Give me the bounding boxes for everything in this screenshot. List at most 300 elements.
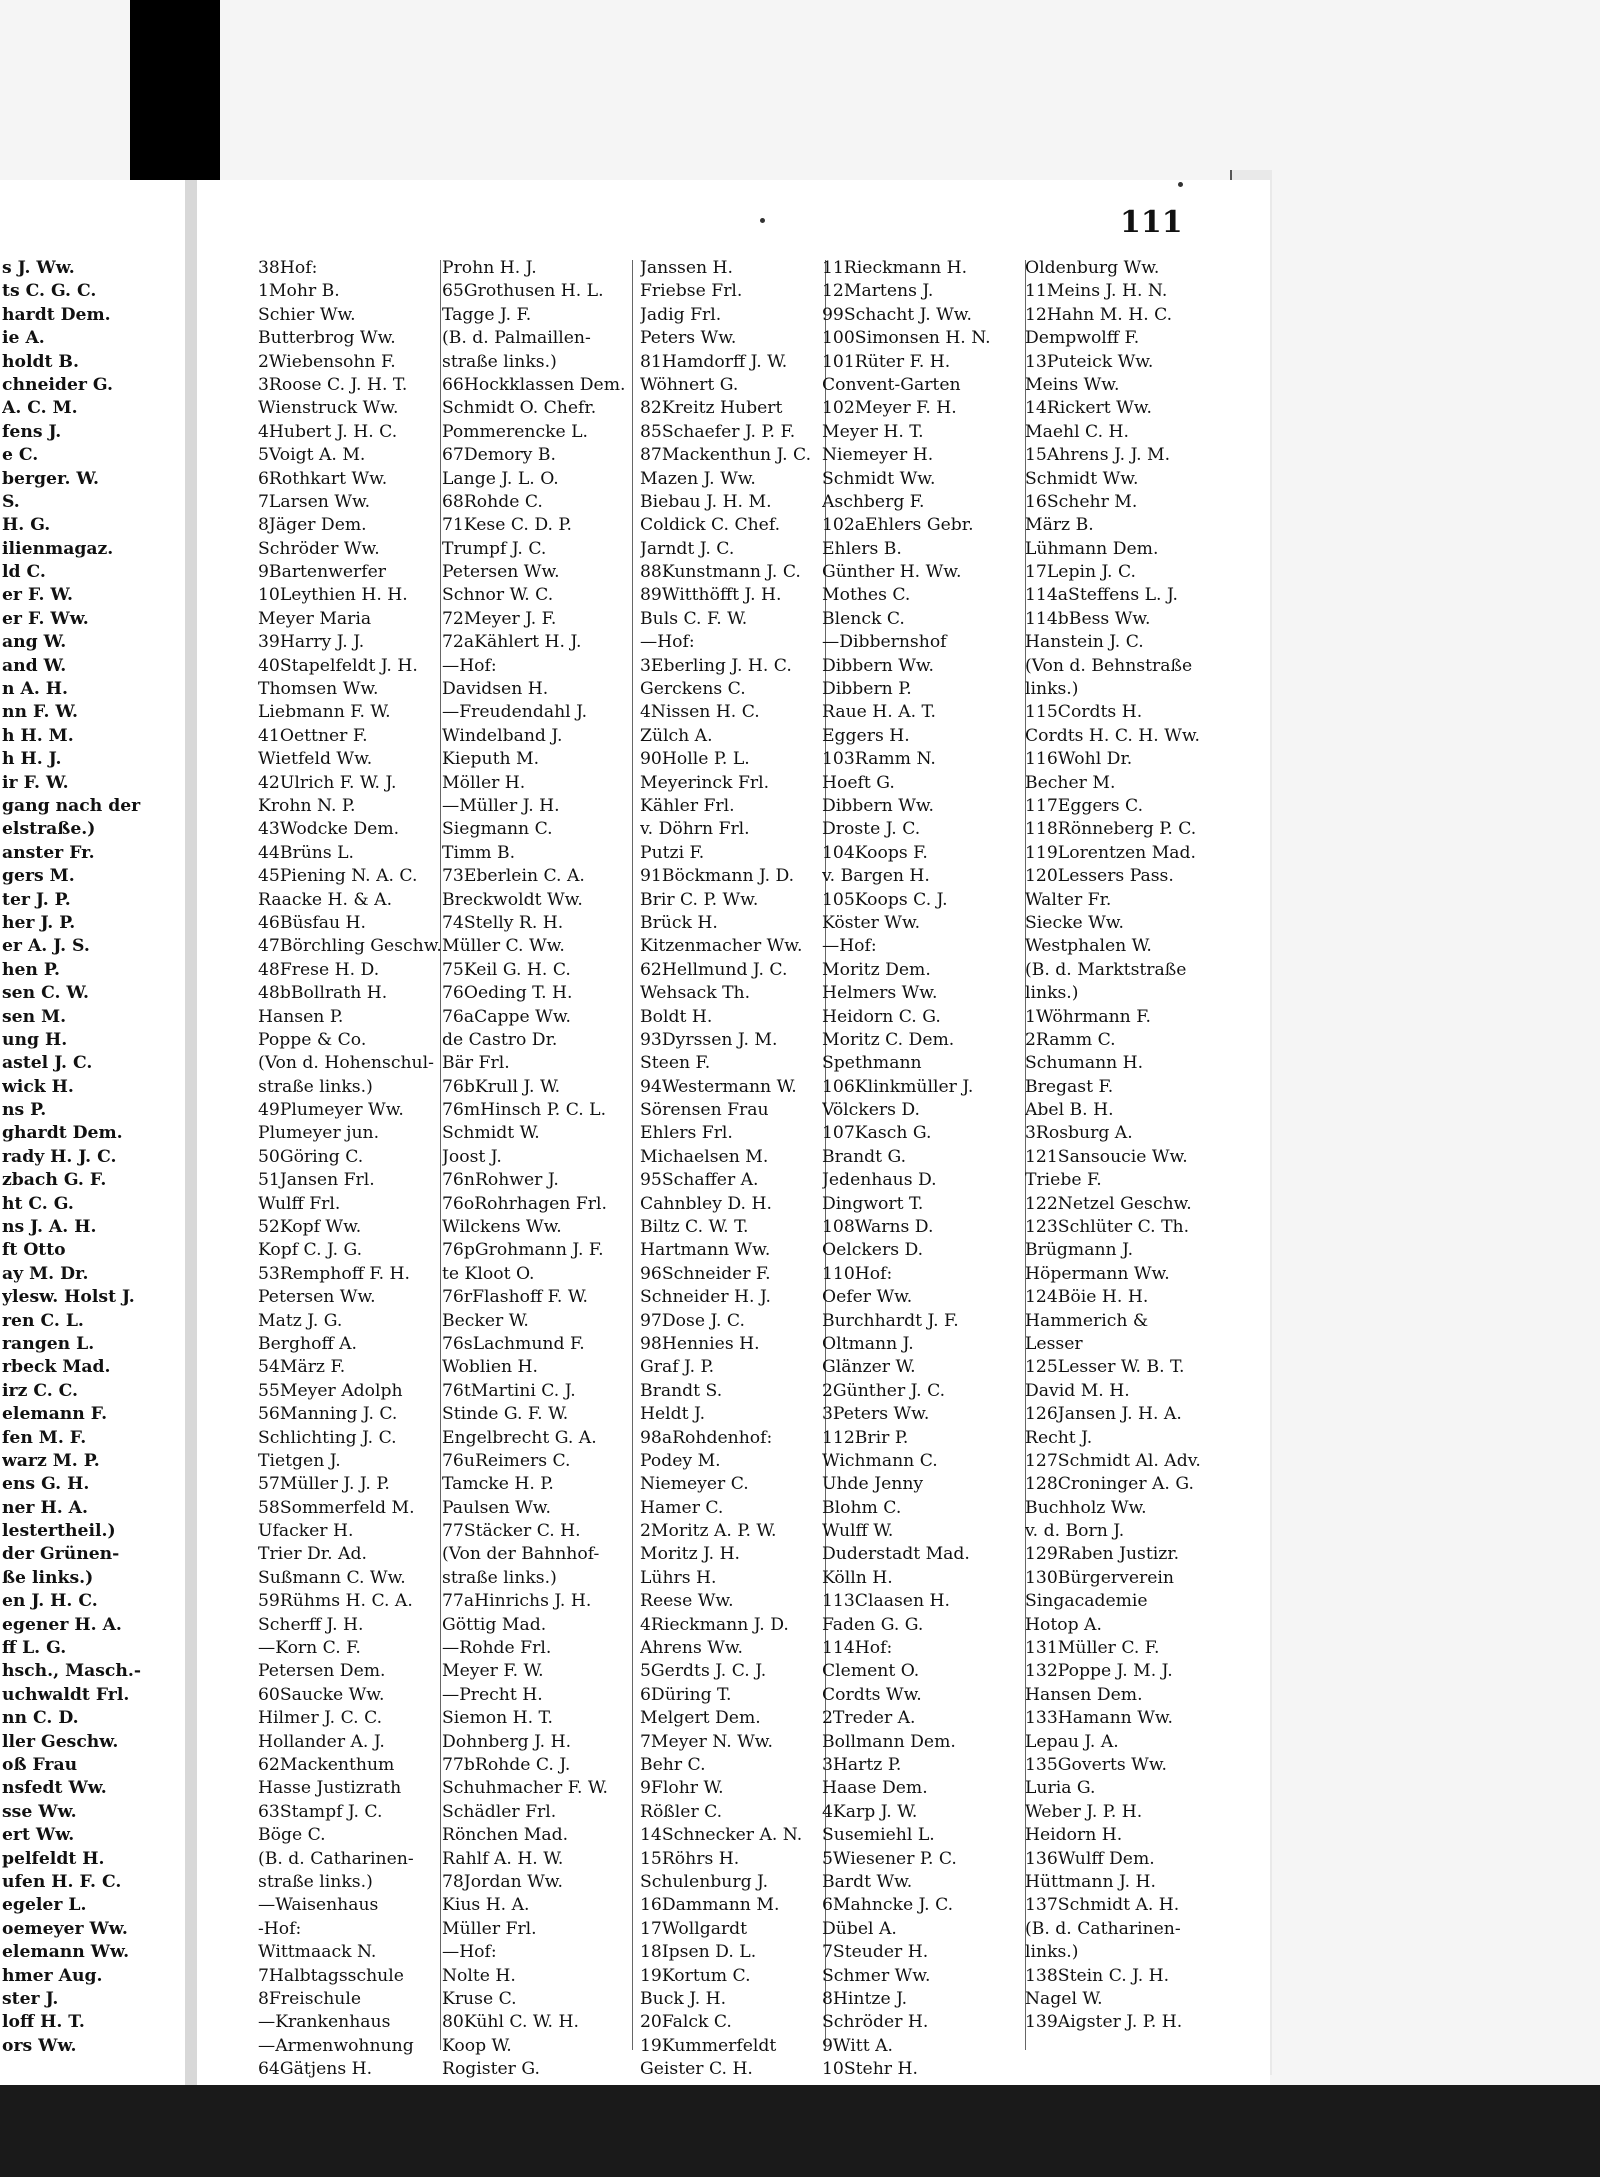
directory-entry: —Dibbernshof xyxy=(822,632,947,653)
directory-entry: Schmer Ww. xyxy=(822,1965,931,1986)
directory-entry: 3Hartz P. xyxy=(822,1755,902,1775)
directory-entry: zbach G. F. xyxy=(2,1170,107,1191)
directory-entry: Völckers D. xyxy=(822,1100,921,1121)
directory-entry: 131Müller C. F. xyxy=(1025,1638,1160,1659)
directory-entry: Niemeyer C. xyxy=(640,1474,749,1495)
directory-entry: Kähler Frl. xyxy=(640,795,735,816)
directory-entry: Dibbern Ww. xyxy=(822,655,935,676)
column-rule xyxy=(632,260,633,2050)
directory-entry: (B. d. Palmaillen- xyxy=(442,328,591,349)
page-number: 111 xyxy=(1120,205,1183,240)
printer-dot xyxy=(1178,182,1183,187)
bottom-band xyxy=(0,2085,1600,2177)
directory-entry: ns J. A. H. xyxy=(2,1217,97,1238)
directory-entry: 102Meyer F. H. xyxy=(822,398,957,419)
page-gutter xyxy=(185,180,197,2085)
directory-entry: Schröder H. xyxy=(822,2012,929,2033)
directory-entry: 53Remphoff F. H. xyxy=(258,1263,410,1284)
directory-entry: 107Kasch G. xyxy=(822,1123,932,1144)
directory-entry: 78Jordan Ww. xyxy=(442,1871,563,1892)
directory-entry: Burchhardt J. F. xyxy=(822,1310,959,1331)
directory-entry: 3Rosburg A. xyxy=(1025,1123,1133,1144)
directory-entry: 4Hubert J. H. C. xyxy=(258,421,398,442)
directory-entry: 106Klinkmüller J. xyxy=(822,1076,974,1097)
directory-entry: 135Goverts Ww. xyxy=(1025,1755,1167,1775)
directory-entry: v. d. Born J. xyxy=(1025,1521,1125,1542)
directory-entry: Schnor W. C. xyxy=(442,585,554,606)
directory-entry: 54März F. xyxy=(258,1357,346,1378)
directory-entry: 76pGrohmann J. F. xyxy=(442,1240,604,1261)
directory-entry: Krohn N. P. xyxy=(258,795,356,816)
directory-entry: 67Demory B. xyxy=(442,445,556,466)
directory-entry: h H. M. xyxy=(2,725,74,746)
directory-entry: Ahrens Ww. xyxy=(640,1638,744,1659)
directory-entry: rangen L. xyxy=(2,1333,95,1354)
directory-entry: Ehlers B. xyxy=(822,538,902,559)
directory-entry: 49Plumeyer Ww. xyxy=(258,1100,404,1121)
directory-entry: 5Voigt A. M. xyxy=(258,445,366,466)
directory-entry: v. Bargen H. xyxy=(822,866,930,887)
directory-entry: links.) xyxy=(1025,983,1079,1004)
directory-entry: Moritz Dem. xyxy=(822,959,931,980)
directory-entry: Becker W. xyxy=(442,1310,529,1331)
directory-entry: Meyer Maria xyxy=(258,608,372,629)
directory-entry: Plumeyer jun. xyxy=(258,1123,380,1144)
directory-entry: 6Rothkart Ww. xyxy=(258,468,388,489)
directory-entry: H. G. xyxy=(2,515,51,536)
directory-entry: ert Ww. xyxy=(2,1825,75,1846)
directory-entry: Convent-Garten xyxy=(822,374,961,395)
directory-entry: 6Mahncke J. C. xyxy=(822,1895,954,1916)
directory-entry: 43Wodcke Dem. xyxy=(258,819,400,840)
directory-entry: Schuhmacher F. W. xyxy=(442,1778,608,1799)
directory-entry: 112Brir P. xyxy=(822,1427,909,1448)
directory-entry: Blohm C. xyxy=(822,1497,902,1518)
directory-entry: 8Freischule xyxy=(258,1988,361,2009)
directory-entry: 58Sommerfeld M. xyxy=(258,1497,415,1518)
directory-entry: 102aEhlers Gebr. xyxy=(822,515,974,536)
directory-entry: Hotop A. xyxy=(1025,1614,1102,1635)
directory-entry: 133Hamann Ww. xyxy=(1025,1708,1173,1729)
directory-entry: hardt Dem. xyxy=(2,304,111,325)
directory-entry: Uhde Jenny xyxy=(822,1474,924,1495)
directory-entry: ts C. G. C. xyxy=(2,281,97,302)
directory-entry: Cordts Ww. xyxy=(822,1684,922,1705)
directory-entry: Heidorn H. xyxy=(1025,1825,1123,1846)
directory-entry: her J. P. xyxy=(2,912,76,933)
directory-entry: 9Bartenwerfer xyxy=(258,562,387,583)
directory-entry: elemann Ww. xyxy=(2,1942,130,1963)
directory-entry: hmer Aug. xyxy=(2,1965,103,1986)
directory-entry: —Rohde Frl. xyxy=(442,1638,552,1659)
directory-entry: Heidorn C. G. xyxy=(822,1006,941,1027)
directory-entry: Wulff W. xyxy=(822,1521,894,1542)
directory-entry: Koop W. xyxy=(442,2035,512,2056)
directory-entry: 14Schnecker A. N. xyxy=(640,1825,803,1846)
directory-entry: Günther H. Ww. xyxy=(822,562,962,583)
directory-entry: 126Jansen J. H. A. xyxy=(1025,1404,1182,1425)
directory-entry: 115Cordts H. xyxy=(1025,702,1143,723)
directory-entry: 7Meyer N. Ww. xyxy=(640,1731,773,1752)
directory-entry: 14Rickert Ww. xyxy=(1025,398,1152,419)
directory-entry: e C. xyxy=(2,445,39,466)
directory-entry: 39Harry J. J. xyxy=(258,632,365,653)
directory-entry: 76tMartini C. J. xyxy=(442,1380,576,1401)
directory-entry: Bregast F. xyxy=(1025,1076,1114,1097)
directory-entry: Butterbrog Ww. xyxy=(258,328,396,349)
directory-entry: ster J. xyxy=(2,1988,59,2009)
directory-entry: 57Müller J. J. P. xyxy=(258,1474,390,1495)
directory-entry: —Waisenhaus xyxy=(258,1895,379,1916)
directory-entry: 76uReimers C. xyxy=(442,1450,571,1471)
directory-entry: 3Peters Ww. xyxy=(822,1404,930,1425)
directory-entry: Jadig Frl. xyxy=(640,304,722,325)
directory-entry: 76rFlashoff F. W. xyxy=(442,1287,588,1308)
directory-entry: Gerckens C. xyxy=(640,679,746,700)
directory-entry: Janssen H. xyxy=(640,258,734,278)
directory-entry: Dingwort T. xyxy=(822,1193,924,1214)
directory-entry: 96Schneider F. xyxy=(640,1263,771,1284)
directory-entry: Timm B. xyxy=(442,842,516,863)
directory-entry: 16Schehr M. xyxy=(1025,491,1138,512)
directory-entry: Mazen J. Ww. xyxy=(640,468,756,489)
directory-entry: 8Jäger Dem. xyxy=(258,515,367,536)
directory-column-4 xyxy=(822,257,1022,2081)
directory-entry: ner H. A. xyxy=(2,1497,88,1518)
directory-entry: 114bBess Ww. xyxy=(1025,608,1151,629)
directory-entry: Coldick C. Chef. xyxy=(640,515,781,536)
directory-entry: März B. xyxy=(1025,515,1094,536)
directory-entry: Oltmann J. xyxy=(822,1333,914,1354)
directory-entry: Mothes C. xyxy=(822,585,911,606)
directory-entry: 48Frese H. D. xyxy=(258,959,380,980)
directory-entry: 110Hof: xyxy=(822,1263,893,1284)
directory-entry: Duderstadt Mad. xyxy=(822,1544,970,1565)
directory-entry: 42Ulrich F. W. J. xyxy=(258,772,397,793)
directory-entry: 5Gerdts J. C. J. xyxy=(640,1661,767,1682)
directory-entry: Oelckers D. xyxy=(822,1240,924,1261)
directory-entry: Boldt H. xyxy=(640,1006,713,1027)
directory-entry: nsfedt Ww. xyxy=(2,1778,107,1799)
directory-entry: Buck J. H. xyxy=(640,1988,727,2009)
directory-entry: Brück H. xyxy=(640,912,718,933)
directory-entry: ht C. G. xyxy=(2,1193,74,1214)
directory-entry: Brandt S. xyxy=(640,1380,723,1401)
directory-entry: Berghoff A. xyxy=(258,1333,357,1354)
directory-entry: loff H. T. xyxy=(2,2012,85,2033)
directory-entry: Liebmann F. W. xyxy=(258,702,391,723)
directory-entry: ufen H. F. C. xyxy=(2,1871,122,1892)
directory-entry: 15Röhrs H. xyxy=(640,1848,740,1869)
directory-entry: Matz J. G. xyxy=(258,1310,343,1331)
directory-entry: Lepau J. A. xyxy=(1025,1731,1119,1752)
directory-entry: ff L. G. xyxy=(2,1638,67,1659)
directory-entry: ung H. xyxy=(2,1029,68,1050)
directory-entry: Spethmann xyxy=(822,1053,922,1074)
directory-entry: Meyer H. T. xyxy=(822,421,924,442)
directory-entry: 120Lessers Pass. xyxy=(1025,866,1174,887)
directory-entry: ens G. H. xyxy=(2,1474,90,1495)
directory-entry: Heldt J. xyxy=(640,1404,706,1425)
directory-entry: (Von d. Behnstraße xyxy=(1025,655,1193,676)
directory-entry: Cordts H. C. H. Ww. xyxy=(1025,725,1201,746)
directory-entry: chneider G. xyxy=(2,374,113,395)
directory-entry: Kruse C. xyxy=(442,1988,517,2009)
directory-column-1 xyxy=(258,257,463,2081)
directory-entry: Singacademie xyxy=(1025,1591,1148,1612)
directory-entry: nn F. W. xyxy=(2,702,79,723)
directory-entry: 105Koops C. J. xyxy=(822,889,948,910)
directory-entry: 10Stehr H. xyxy=(822,2059,918,2080)
directory-entry: 80Kühl C. W. H. xyxy=(442,2012,579,2033)
directory-entry: Aschberg F. xyxy=(822,491,925,512)
directory-entry: 13Puteick Ww. xyxy=(1025,351,1154,372)
directory-entry: 75Keil G. H. C. xyxy=(442,959,571,980)
directory-entry: Bollmann Dem. xyxy=(822,1731,956,1752)
directory-entry: Prohn H. J. xyxy=(442,258,537,278)
directory-entry: Raacke H. & A. xyxy=(258,889,393,910)
directory-entry: Rönchen Mad. xyxy=(442,1825,569,1846)
directory-entry: Meyerinck Frl. xyxy=(640,772,770,793)
directory-entry: 63Stampf J. C. xyxy=(258,1801,383,1822)
directory-entry: 10Leythien H. H. xyxy=(258,585,408,606)
directory-entry: 64Gätjens H. xyxy=(258,2059,373,2080)
directory-entry: astel J. C. xyxy=(2,1053,93,1074)
directory-entry: Wöhnert G. xyxy=(640,374,739,395)
directory-entry: 76oRohrhagen Frl. xyxy=(442,1193,607,1214)
directory-entry: 89Witthöfft J. H. xyxy=(640,585,782,606)
directory-entry: Sörensen Frau xyxy=(640,1100,769,1121)
directory-entry: 114aSteffens L. J. xyxy=(1025,585,1178,606)
directory-entry: Siecke Ww. xyxy=(1025,912,1124,933)
left-page xyxy=(0,180,188,2085)
directory-entry: 59Rühms H. C. A. xyxy=(258,1591,413,1612)
directory-entry: er F. W. xyxy=(2,585,74,606)
directory-entry: elemann F. xyxy=(2,1404,108,1425)
directory-entry: Schmidt W. xyxy=(442,1123,540,1144)
directory-entry: rbeck Mad. xyxy=(2,1357,111,1378)
directory-entry: Hanstein J. C. xyxy=(1025,632,1144,653)
directory-entry: 116Wohl Dr. xyxy=(1025,749,1133,770)
directory-entry: Raue H. A. T. xyxy=(822,702,936,723)
directory-entry: straße links.) xyxy=(258,1076,373,1097)
directory-entry: Moritz C. Dem. xyxy=(822,1029,955,1050)
directory-entry: ße links.) xyxy=(2,1567,94,1588)
directory-entry: 47Börchling Geschw. xyxy=(258,936,442,957)
directory-entry: Cahnbley D. H. xyxy=(640,1193,772,1214)
directory-entry: gang nach der xyxy=(2,795,141,816)
directory-entry: Haase Dem. xyxy=(822,1778,928,1799)
directory-entry: te Kloot O. xyxy=(442,1263,535,1284)
directory-entry: 139Aigster J. P. H. xyxy=(1025,2012,1183,2033)
directory-entry: oß Frau xyxy=(2,1755,78,1775)
directory-entry: gers M. xyxy=(2,866,75,887)
directory-entry: ang W. xyxy=(2,632,67,653)
directory-entry: Kius H. A. xyxy=(442,1895,530,1916)
directory-entry: 1Wöhrmann F. xyxy=(1025,1006,1151,1027)
directory-entry: 4Rieckmann J. D. xyxy=(640,1614,789,1635)
directory-entry: Oldenburg Ww. xyxy=(1025,258,1160,278)
directory-entry: 138Stein C. J. H. xyxy=(1025,1965,1170,1986)
directory-entry: straße links.) xyxy=(442,351,557,372)
directory-entry: 82Kreitz Hubert xyxy=(640,398,783,419)
directory-entry: 17Wollgardt xyxy=(640,1918,748,1939)
directory-entry: Kölln H. xyxy=(822,1567,893,1588)
directory-entry: 122Netzel Geschw. xyxy=(1025,1193,1192,1214)
directory-entry: (B. d. Marktstraße xyxy=(1025,959,1187,980)
directory-entry: Moritz J. H. xyxy=(640,1544,741,1565)
directory-entry: Müller C. Ww. xyxy=(442,936,565,957)
directory-entry: Schier Ww. xyxy=(258,304,356,325)
directory-entry: nn C. D. xyxy=(2,1708,79,1729)
directory-entry: ors Ww. xyxy=(2,2035,77,2056)
directory-entry: ller Geschw. xyxy=(2,1731,119,1752)
directory-entry: 12Martens J. xyxy=(822,281,934,302)
directory-entry: Schröder Ww. xyxy=(258,538,380,559)
directory-entry: 76mHinsch P. C. L. xyxy=(442,1100,607,1121)
directory-entry: Hamer C. xyxy=(640,1497,724,1518)
directory-entry: 16Dammann M. xyxy=(640,1895,780,1916)
directory-entry: Hasse Justizrath xyxy=(258,1778,402,1799)
directory-entry: 2Treder A. xyxy=(822,1708,916,1729)
directory-entry: Behr C. xyxy=(640,1755,706,1775)
directory-entry: 77Stäcker C. H. xyxy=(442,1521,581,1542)
directory-entry: 48bBollrath H. xyxy=(258,983,388,1004)
directory-entry: Petersen Dem. xyxy=(258,1661,386,1682)
directory-entry: Hansen Dem. xyxy=(1025,1684,1143,1705)
directory-entry: 97Dose J. C. xyxy=(640,1310,745,1331)
directory-entry: Westphalen W. xyxy=(1025,936,1152,957)
directory-entry: rady H. J. C. xyxy=(2,1146,117,1167)
directory-entry: 9Witt A. xyxy=(822,2035,893,2056)
directory-entry: —Müller J. H. xyxy=(442,795,560,816)
directory-entry: Meyer F. W. xyxy=(442,1661,544,1682)
directory-entry: Eggers H. xyxy=(822,725,910,746)
directory-entry: der Grünen- xyxy=(2,1544,120,1565)
directory-entry: Becher M. xyxy=(1025,772,1116,793)
directory-entry: 9Flohr W. xyxy=(640,1778,724,1799)
directory-entry: Windelband J. xyxy=(442,725,563,746)
directory-entry: 101Rüter F. H. xyxy=(822,351,951,372)
directory-entry: Brandt G. xyxy=(822,1146,907,1167)
directory-entry: Kieputh M. xyxy=(442,749,540,770)
directory-entry: Melgert Dem. xyxy=(640,1708,761,1729)
directory-entry: Rogister G. xyxy=(442,2059,540,2080)
directory-entry: Reese Ww. xyxy=(640,1591,734,1612)
directory-entry: —Precht H. xyxy=(442,1684,543,1705)
directory-entry: hsch., Masch.- xyxy=(2,1661,142,1682)
directory-entry: —Hof: xyxy=(442,1942,497,1963)
directory-entry: Engelbrecht G. A. xyxy=(442,1427,597,1448)
directory-entry: —Hof: xyxy=(640,632,695,653)
directory-entry: Brügmann J. xyxy=(1025,1240,1134,1261)
directory-entry: 2Moritz A. P. W. xyxy=(640,1521,777,1542)
directory-entry: Schulenburg J. xyxy=(640,1871,769,1892)
directory-entry: Siemon H. T. xyxy=(442,1708,553,1729)
directory-entry: 71Kese C. D. P. xyxy=(442,515,572,536)
directory-entry: —Korn C. F. xyxy=(258,1638,361,1659)
directory-entry: ilienmagaz. xyxy=(2,538,114,559)
directory-entry: ns P. xyxy=(2,1100,47,1121)
directory-entry: 113Claasen H. xyxy=(822,1591,950,1612)
directory-entry: berger. W. xyxy=(2,468,100,489)
directory-entry: Biebau J. H. M. xyxy=(640,491,772,512)
directory-entry: 51Jansen Frl. xyxy=(258,1170,375,1191)
directory-entry: 50Göring C. xyxy=(258,1146,364,1167)
directory-entry: elstraße.) xyxy=(2,819,96,840)
directory-entry: Blenck C. xyxy=(822,608,905,629)
directory-entry: Schlichting J. C. xyxy=(258,1427,397,1448)
directory-entry: 4Karp J. W. xyxy=(822,1801,918,1822)
directory-entry: 124Böie H. H. xyxy=(1025,1287,1149,1308)
directory-entry: (B. d. Catharinen- xyxy=(1025,1918,1181,1939)
directory-entry: 93Dyrssen J. M. xyxy=(640,1029,778,1050)
directory-entry: Abel B. H. xyxy=(1025,1100,1114,1121)
directory-entry: Scherff J. H. xyxy=(258,1614,364,1635)
directory-entry: Tagge J. F. xyxy=(442,304,532,325)
directory-entry: 76Oeding T. H. xyxy=(442,983,573,1004)
directory-entry: 100Simonsen H. N. xyxy=(822,328,991,349)
directory-entry: Pommerencke L. xyxy=(442,421,588,442)
directory-entry: Glänzer W. xyxy=(822,1357,916,1378)
directory-entry: —Hof: xyxy=(822,936,877,957)
directory-entry: Schädler Frl. xyxy=(442,1801,557,1822)
directory-entry: —Armenwohnung xyxy=(258,2035,414,2056)
directory-entry: 121Sansoucie Ww. xyxy=(1025,1146,1188,1167)
directory-entry: straße links.) xyxy=(442,1567,557,1588)
directory-entry: Wietfeld Ww. xyxy=(258,749,373,770)
directory-entry: Jedenhaus D. xyxy=(822,1170,937,1191)
directory-entry: Möller H. xyxy=(442,772,526,793)
directory-entry: Trier Dr. Ad. xyxy=(258,1544,367,1565)
directory-entry: 108Warns D. xyxy=(822,1217,934,1238)
directory-entry: Friebse Frl. xyxy=(640,281,743,302)
directory-entry: Kitzenmacher Ww. xyxy=(640,936,803,957)
directory-entry: Wichmann C. xyxy=(822,1450,938,1471)
directory-entry: Niemeyer H. xyxy=(822,445,934,466)
directory-entry: Petersen Ww. xyxy=(258,1287,376,1308)
directory-entry: Rahlf A. H. W. xyxy=(442,1848,564,1869)
directory-column-5 xyxy=(1025,257,1220,2035)
directory-entry: pelfeldt H. xyxy=(2,1848,105,1869)
directory-entry: ghardt Dem. xyxy=(2,1123,123,1144)
directory-entry: Schumann H. xyxy=(1025,1053,1144,1074)
directory-entry: wick H. xyxy=(2,1076,74,1097)
directory-entry: Paulsen Ww. xyxy=(442,1497,551,1518)
directory-entry: 6Düring T. xyxy=(640,1684,732,1705)
directory-entry: 95Schaffer A. xyxy=(640,1170,759,1191)
directory-entry: 19Kummerfeldt xyxy=(640,2035,777,2056)
directory-entry: Davidsen H. xyxy=(442,679,549,700)
directory-entry: Tamcke H. P. xyxy=(442,1474,554,1495)
directory-entry: holdt B. xyxy=(2,351,79,372)
directory-entry: —Freudendahl J. xyxy=(442,702,588,723)
directory-entry: warz M. P. xyxy=(2,1450,100,1471)
directory-entry: 98Hennies H. xyxy=(640,1333,760,1354)
directory-entry: Tietgen J. xyxy=(258,1450,341,1471)
directory-entry: Göttig Mad. xyxy=(442,1614,547,1635)
directory-entry: 136Wulff Dem. xyxy=(1025,1848,1155,1869)
directory-entry: and W. xyxy=(2,655,67,676)
directory-entry: 45Piening N. A. C. xyxy=(258,866,418,887)
directory-entry: sen M. xyxy=(2,1006,67,1027)
directory-entry: ren C. L. xyxy=(2,1310,84,1331)
directory-entry: Droste J. C. xyxy=(822,819,921,840)
directory-entry: A. C. M. xyxy=(2,398,78,419)
printer-dot xyxy=(760,218,765,223)
directory-entry: 38Hof: xyxy=(258,258,318,278)
directory-entry: 104Koops F. xyxy=(822,842,928,863)
